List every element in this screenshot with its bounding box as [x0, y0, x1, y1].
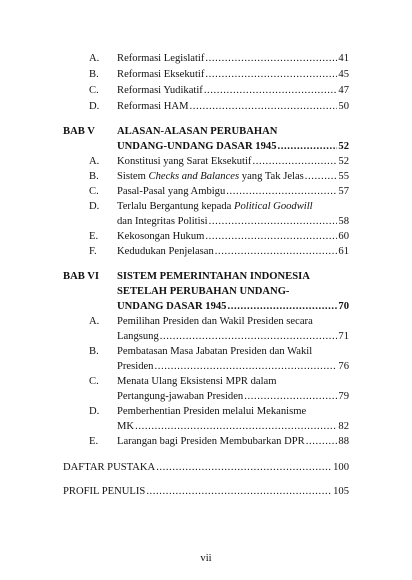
- chapter-page: 70: [338, 301, 349, 312]
- page-number: vii: [200, 553, 212, 564]
- toc-entry-title-line1: Pembatasan Masa Jabatan Presiden dan Wakil: [117, 346, 313, 357]
- toc-letter: B.: [89, 171, 99, 182]
- toc-entry-title: Kekosongan Hukum: [117, 231, 205, 242]
- toc-entry-page: 82: [338, 421, 349, 432]
- chapter-title: SISTEM PEMERINTAHAN INDONESIA: [117, 271, 310, 282]
- toc-letter: D.: [89, 201, 100, 212]
- leader-dots: [205, 230, 337, 244]
- toc-letter: A.: [89, 53, 100, 64]
- chapter-page: 52: [338, 141, 349, 152]
- toc-letter: B.: [89, 69, 99, 80]
- chapter-label: BAB V: [63, 126, 95, 137]
- leader-dots: [135, 420, 337, 434]
- toc-letter: E.: [89, 231, 99, 242]
- toc-entry-title: Reformasi Yudikatif: [117, 85, 203, 96]
- toc-entry-title: Pasal-Pasal yang Ambigu: [117, 186, 226, 197]
- chapter-title: SETELAH PERUBAHAN UNDANG-: [117, 286, 290, 297]
- toc-entry: [117, 68, 349, 82]
- toc-entry: [117, 360, 349, 374]
- toc-entry: [117, 390, 349, 404]
- leader-dots: [205, 68, 337, 82]
- toc-entry-daftar-pustaka: [63, 461, 349, 475]
- leader-dots: [160, 330, 338, 344]
- toc-letter: B.: [89, 346, 99, 357]
- toc-letter: D.: [89, 101, 100, 112]
- toc-entry-title: Reformasi Legislatif: [117, 53, 205, 64]
- toc-entry-title: Konstitusi yang Sarat Eksekutif: [117, 156, 252, 167]
- toc-entry-title: Reformasi HAM: [117, 101, 189, 112]
- toc-entry-title-line1: Pemberhentian Presiden melalui Mekanisme: [117, 406, 307, 417]
- toc-entry-title-line1: Pemilihan Presiden dan Wakil Presiden secara: [117, 316, 313, 327]
- toc-entry-title: Reformasi Eksekutif: [117, 69, 205, 80]
- leader-dots: [190, 100, 338, 114]
- toc-entry: [117, 330, 349, 344]
- toc-letter: F.: [89, 246, 97, 257]
- leader-dots: [305, 170, 338, 184]
- toc-entry-page: 105: [333, 486, 349, 497]
- toc-entry-profil-penulis: [63, 485, 349, 499]
- leader-dots: [209, 215, 338, 229]
- toc-entry-page: 60: [338, 231, 349, 242]
- leader-dots: [154, 360, 337, 374]
- toc-entry-title: MK: [117, 421, 135, 432]
- toc-entry-page: 50: [338, 101, 349, 112]
- toc-entry-title: Sistem Checks and Balances yang Tak Jelas: [117, 171, 304, 182]
- leader-dots: [278, 140, 338, 154]
- toc-entry-page: 88: [338, 436, 349, 447]
- toc-entry-page: 52: [338, 156, 349, 167]
- toc-entry: [117, 215, 349, 229]
- leader-dots: [252, 155, 337, 169]
- toc-letter: C.: [89, 376, 99, 387]
- chapter-entry: [117, 300, 349, 314]
- leader-dots: [204, 84, 338, 98]
- chapter-label: BAB VI: [63, 271, 100, 282]
- toc-entry-page: 58: [338, 216, 349, 227]
- toc-entry-page: 47: [338, 85, 349, 96]
- chapter-entry: [117, 140, 349, 154]
- toc-entry-title-line1: Terlalu Bergantung kepada Political Goodwill: [117, 201, 313, 212]
- toc-letter: A.: [89, 316, 100, 327]
- chapter-title: UNDANG DASAR 1945: [117, 301, 227, 312]
- leader-dots: [244, 390, 337, 404]
- toc-entry-page: 100: [333, 462, 349, 473]
- toc-entry-title: Langsung: [117, 331, 159, 342]
- toc-entry: [117, 52, 349, 66]
- toc-letter: D.: [89, 406, 100, 417]
- toc-entry-page: 71: [338, 331, 349, 342]
- leader-dots: [227, 300, 337, 314]
- toc-entry-page: 45: [338, 69, 349, 80]
- leader-dots: [205, 52, 337, 66]
- toc-entry-page: 79: [338, 391, 349, 402]
- toc-letter: C.: [89, 85, 99, 96]
- toc-entry-title: DAFTAR PUSTAKA: [63, 462, 156, 473]
- toc-entry-title: Presiden: [117, 361, 154, 372]
- toc-entry-title: dan Integritas Politisi: [117, 216, 208, 227]
- toc-entry-page: 55: [338, 171, 349, 182]
- toc-entry-page: 41: [338, 53, 349, 64]
- toc-letter: A.: [89, 156, 100, 167]
- toc-entry: [117, 420, 349, 434]
- toc-letter: C.: [89, 186, 99, 197]
- toc-entry: [117, 245, 349, 259]
- leader-dots: [146, 485, 332, 499]
- toc-entry-page: 57: [338, 186, 349, 197]
- leader-dots: [306, 435, 338, 449]
- leader-dots: [226, 185, 337, 199]
- toc-entry-page: 76: [338, 361, 349, 372]
- chapter-title: ALASAN-ALASAN PERUBAHAN: [117, 126, 278, 137]
- toc-entry: [117, 185, 349, 199]
- chapter-title: UNDANG-UNDANG DASAR 1945: [117, 141, 277, 152]
- toc-entry-title: PROFIL PENULIS: [63, 486, 146, 497]
- toc-entry: [117, 100, 349, 114]
- toc-letter: E.: [89, 436, 99, 447]
- toc-entry: [117, 435, 349, 449]
- toc-entry: [117, 84, 349, 98]
- toc-entry-title: Pertangung-jawaban Presiden: [117, 391, 244, 402]
- toc-entry-title: Kedudukan Penjelasan: [117, 246, 214, 257]
- toc-entry: [117, 155, 349, 169]
- toc-entry: [117, 170, 349, 184]
- toc-entry-title-line1: Menata Ulang Eksistensi MPR dalam: [117, 376, 277, 387]
- toc-entry: [117, 230, 349, 244]
- toc-entry-page: 61: [338, 246, 349, 257]
- toc-entry-title: Larangan bagi Presiden Membubarkan DPR: [117, 436, 305, 447]
- leader-dots: [156, 461, 332, 475]
- leader-dots: [215, 245, 338, 259]
